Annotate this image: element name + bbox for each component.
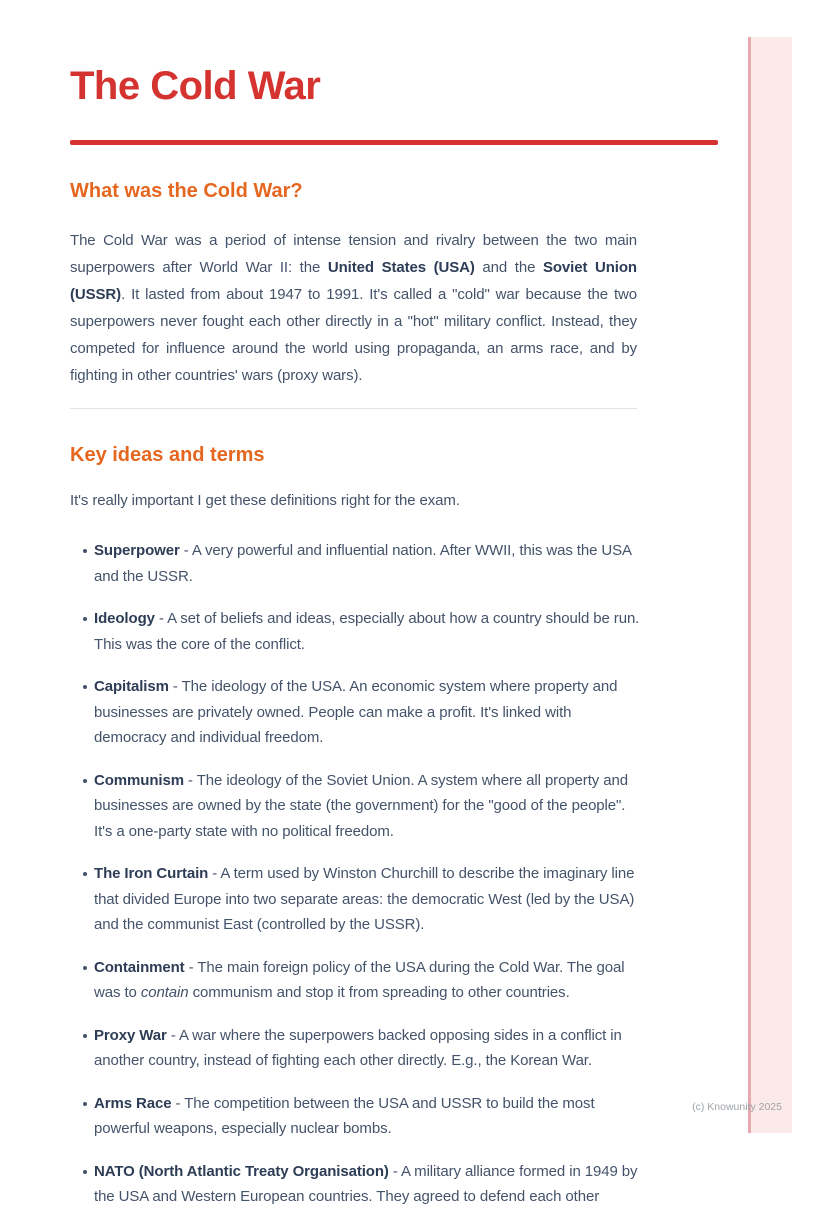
intro-paragraph [70,227,637,389]
term-description: - The ideology of the Soviet Union. A system where all property and businesses are owned by the state (the government) for the "good of the people". It's a one-party state with no political freedom. [94,771,628,840]
paragraph-bold-text: Soviet Union (USSR) [70,259,637,303]
paragraph-bold-text: United States (USA) [327,259,475,276]
document-page [70,0,718,1227]
title-rule [70,140,718,145]
section-heading-intro: What was the Cold War? [70,180,303,202]
term-label: Proxy War [94,1026,167,1044]
term-label: The Iron Curtain [94,865,209,882]
term-description: contain [140,984,189,1001]
list-item [70,1159,642,1210]
list-item [70,674,642,751]
term-label: NATO (North Atlantic Treaty Organisation) [94,1162,389,1180]
paragraph-text: . It lasted from about 1947 to 1991. It's called a "cold" war because the two superpowers never fought each other directly in a "hot" military conflict. Instead, they competed for influence around the world using propaganda, an arms race, and by fighting in other countries' wars (proxy wars). [70,286,637,384]
term-description: - A military alliance formed in 1949 by the USA and Western European countries. They agreed to defend each other [94,1162,638,1205]
section-heading-terms: Key ideas and terms [70,444,265,466]
term-description: - The main foreign policy of the USA during the Cold War. The goal was to [94,958,625,1001]
list-item [70,1023,642,1074]
term-description: - A war where the superpowers backed opposing sides in a conflict in another country, instead of fighting each other directly. E.g., the Korean War. [94,1026,622,1069]
term-description: - The ideology of the USA. An economic system where property and businesses are privately owned. People can make a profit. It's linked with democracy and individual freedom. [94,678,618,746]
section-divider [70,408,637,409]
list-item [70,768,642,845]
terms-list [70,538,642,1210]
term-label: Capitalism [94,678,169,695]
accent-stripe [748,37,792,1133]
paragraph-text: The Cold War was a period of intense tension and rivalry between the two main superpowers after World War II: the [70,232,637,276]
list-item [70,861,642,938]
list-item [70,1091,642,1142]
list-item [70,538,642,589]
term-description: - A very powerful and influential nation. After WWII, this was the USA and the USSR. [94,542,632,585]
list-item [70,606,642,657]
page-title: The Cold War [70,64,321,108]
term-label: Communism [94,771,184,789]
terms-intro: It's really important I get these definitions right for the exam. [70,492,460,509]
term-label: Arms Race [94,1094,172,1112]
paragraph-text: and the [474,259,543,276]
term-label: Ideology [94,610,155,627]
term-description: - A set of beliefs and ideas, especially about how a country should be run. This was the core of the conflict. [94,610,640,653]
list-item [70,955,642,1006]
term-label: Superpower [94,542,180,559]
term-description: - A term used by Winston Churchill to describe the imaginary line that divided Europe into two separate areas: the democratic West (led by the USA) and the communist East (controlled by the USSR). [94,865,635,933]
term-label: Containment [94,958,185,976]
term-description: - The competition between the USA and USSR to build the most powerful weapons, especially nuclear bombs. [94,1094,595,1137]
term-description: communism and stop it from spreading to other countries. [188,984,570,1001]
footer-credit: (c) Knowunity 2025 [692,1101,782,1113]
